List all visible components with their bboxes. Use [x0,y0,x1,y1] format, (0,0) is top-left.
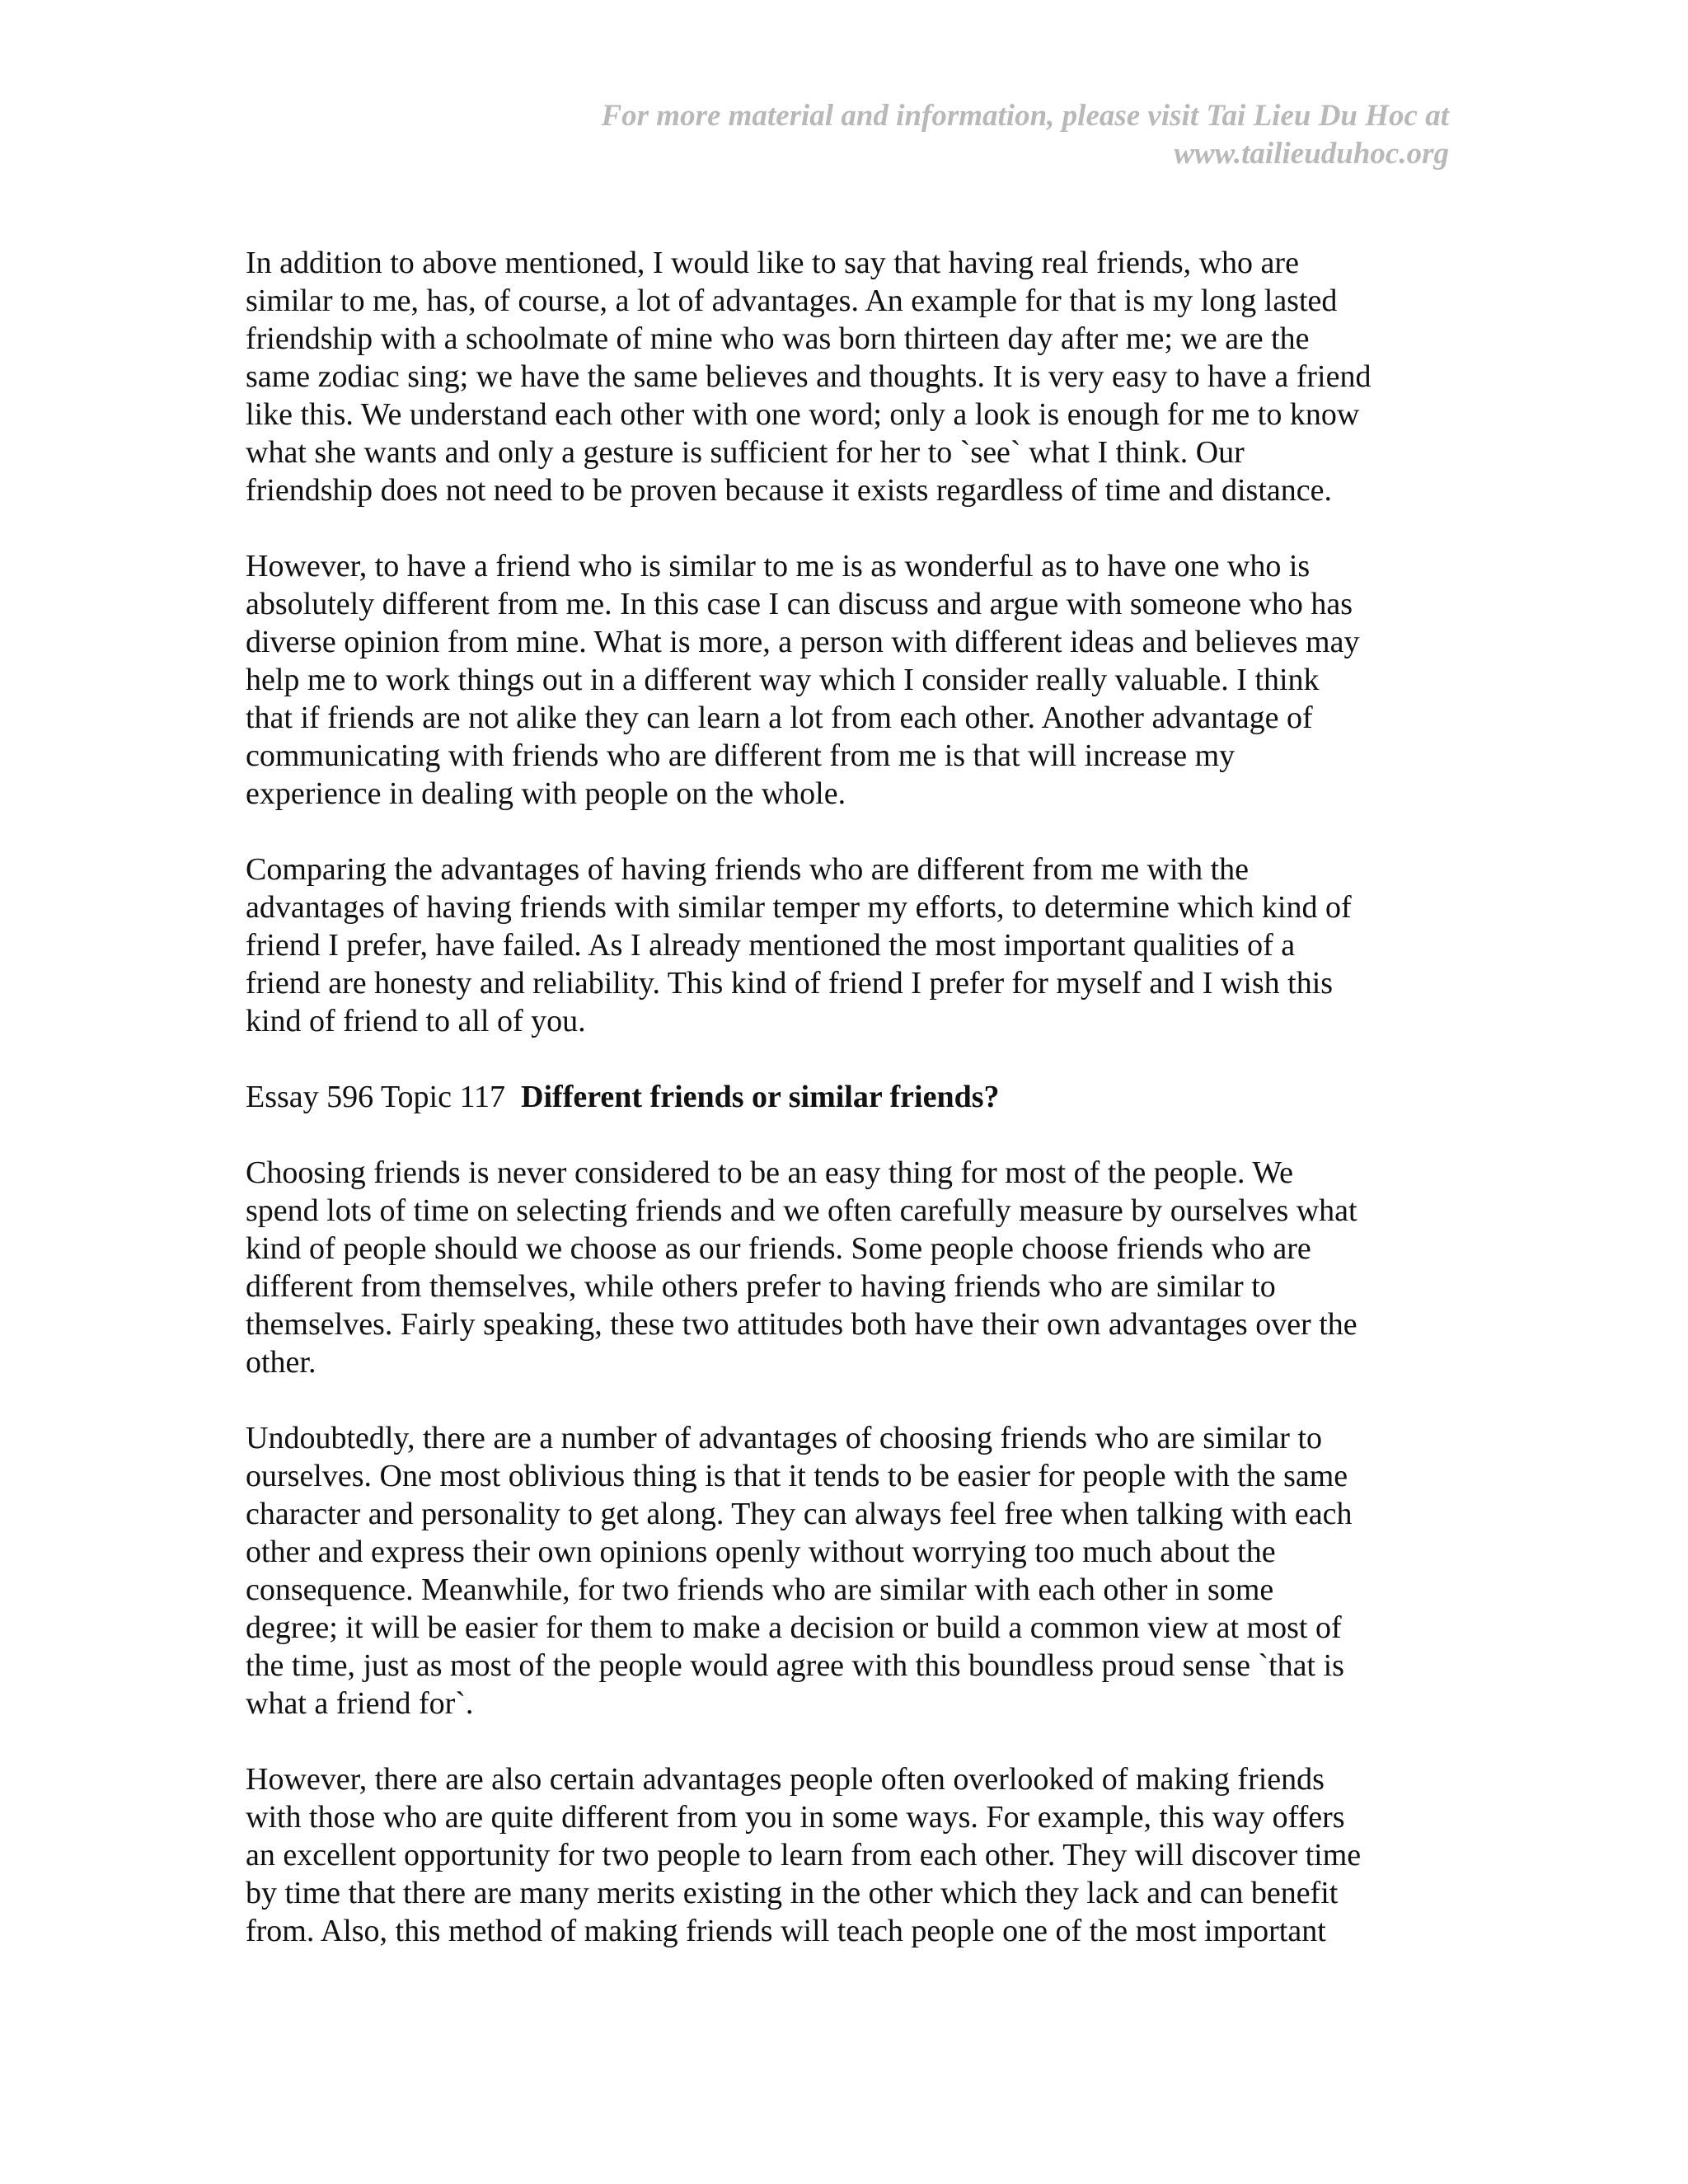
text-line: friend I prefer, have failed. As I already mentioned the most important qualities of a [246,928,1296,963]
text-line: In addition to above mentioned, I would like to say that having real friends, who are [246,246,1299,280]
source-note-url: www.tailieuduhoc.org [1174,137,1449,171]
text-line: by time that there are many merits existing in the other which they lack and can benefit [246,1876,1339,1910]
paragraph-gap [246,509,1457,547]
paragraph-gap [246,1722,1457,1760]
text-line: an excellent opportunity for two people to learn from each other. They will discover time [246,1838,1362,1872]
paragraph-gap [246,1381,1457,1419]
text-line: that if friends are not alike they can learn a lot from each other. Another advantage of [246,701,1313,735]
text-line: However, there are also certain advantages people often overlooked of making friends [246,1762,1325,1797]
text-line: ourselves. One most oblivious thing is that it tends to be easier for people with the same [246,1459,1348,1493]
essay-paragraph-different [246,1760,1457,1950]
text-line: Comparing the advantages of having friends who are different from me with the [246,852,1250,887]
paragraph-different-friend [246,547,1457,813]
paragraph-comparison [246,851,1457,1040]
paragraph-gap [246,1040,1457,1078]
essay-number: Essay 596 Topic 117 [246,1080,506,1114]
essay-paragraph-similar [246,1419,1457,1722]
text-line: similar to me, has, of course, a lot of advantages. An example for that is my long lasted [246,284,1338,318]
paragraph-similar-friend [246,244,1457,509]
text-line: advantages of having friends with similar temper my efforts, to determine which kind of [246,890,1352,925]
text-line: character and personality to get along. They can always feel free when talking with each [246,1497,1353,1531]
text-line: themselves. Fairly speaking, these two attitudes both have their own advantages over the [246,1307,1357,1342]
text-line: Undoubtedly, there are a number of advantages of choosing friends who are similar to [246,1421,1323,1455]
text-line: friend are honesty and reliability. This kind of friend I prefer for myself and I wish this [246,966,1334,1001]
paragraph-gap [246,1116,1457,1154]
text-line: other. [246,1345,316,1380]
text-line: friendship with a schoolmate of mine who was born thirteen day after me; we are the [246,321,1310,356]
text-line: with those who are quite different from you in some ways. For example, this way offers [246,1800,1345,1835]
text-line: absolutely different from me. In this case I can discuss and argue with someone who has [246,587,1353,621]
essay-title: Different friends or similar friends? [521,1080,1000,1114]
source-note [377,97,1449,173]
text-line: friendship does not need to be proven because it exists regardless of time and distance. [246,473,1332,508]
essay-heading [246,1078,1457,1116]
text-line: kind of people should we choose as our friends. Some people choose friends who are [246,1231,1311,1266]
text-line: communicating with friends who are different from me is that will increase my [246,738,1236,773]
essay-paragraph-intro [246,1154,1457,1381]
text-line: what a friend for`. [246,1686,474,1721]
text-line: consequence. Meanwhile, for two friends who are similar with each other in some [246,1572,1274,1607]
document-body [246,244,1457,1950]
text-line: spend lots of time on selecting friends and we often carefully measure by ourselves what [246,1193,1357,1228]
text-line: different from themselves, while others prefer to having friends who are similar to [246,1269,1276,1304]
text-line: degree; it will be easier for them to make a decision or build a common view at most of [246,1610,1342,1645]
text-line: from. Also, this method of making friends will teach people one of the most important [246,1914,1326,1948]
text-line: other and express their own opinions openly without worrying too much about the [246,1535,1276,1569]
text-line: help me to work things out in a different way which I consider really valuable. I think [246,663,1320,697]
text-line: what she wants and only a gesture is sufficient for her to `see` what I think. Our [246,435,1245,470]
text-line: kind of friend to all of you. [246,1004,586,1038]
text-line: like this. We understand each other with one word; only a look is enough for me to know [246,397,1360,432]
text-line: However, to have a friend who is similar to me is as wonderful as to have one who is [246,549,1311,583]
text-line: Choosing friends is never considered to be an easy thing for most of the people. We [246,1155,1294,1190]
text-line: the time, just as most of the people would agree with this boundless proud sense `that is [246,1648,1344,1683]
text-line: diverse opinion from mine. What is more, a person with different ideas and believes may [246,625,1360,659]
text-line: experience in dealing with people on the whole. [246,776,846,811]
paragraph-gap [246,813,1457,851]
source-note-line-1: For more material and information, please visit Tai Lieu Du Hoc at [601,99,1449,133]
text-line: same zodiac sing; we have the same believes and thoughts. It is very easy to have a friend [246,359,1372,394]
